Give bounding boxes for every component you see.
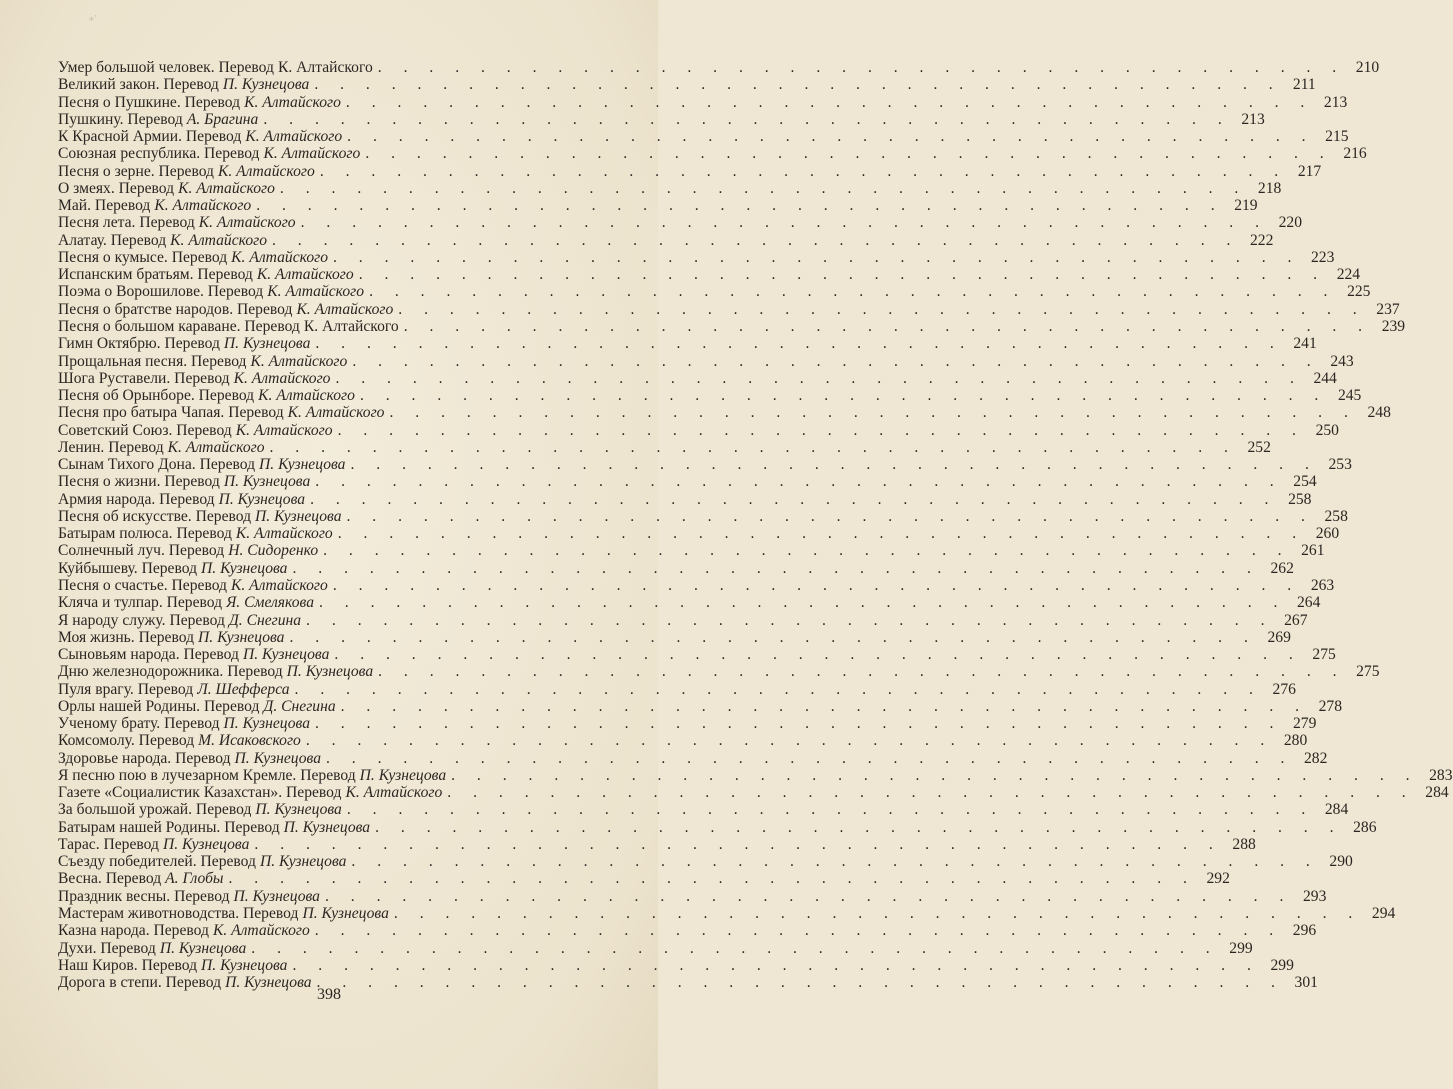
entry-title: Май. Перевод xyxy=(58,197,151,215)
dot-leader: . . . . . . . . . . . . . . . . . . . . . . . . . . . . . . . . . . . . . . xyxy=(358,266,1327,284)
toc-entry xyxy=(58,162,1322,180)
toc-entry xyxy=(58,680,1296,698)
entry-title: Песня о Пушкине. Перевод xyxy=(58,93,241,111)
toc-entry xyxy=(58,214,1302,232)
entry-title: Я народу служу. Перевод xyxy=(58,611,225,629)
dot-leader: . . . . . . . . . . . . . . . . . . . . . . . . . . . . . . . . . . . . . . xyxy=(294,680,1262,698)
entry-page: 248 xyxy=(1367,404,1391,422)
toc-entry xyxy=(58,93,1348,111)
toc-entry xyxy=(58,697,1343,715)
toc-entry xyxy=(58,352,1354,370)
entry-title: О змеях. Перевод xyxy=(58,179,175,197)
entry-title: Дорога в степи. Перевод xyxy=(58,974,222,992)
entry-page: 213 xyxy=(1241,110,1265,128)
dot-leader: . . . . . . . . . . . . . . . . . . . . . . . . . . . . . . . . . . . . . . xyxy=(359,387,1328,405)
entry-title: Тарас. Перевод xyxy=(58,835,159,853)
entry-translator: П. Кузнецова xyxy=(198,628,285,646)
table-of-contents xyxy=(58,59,1453,992)
entry-page: 260 xyxy=(1315,525,1340,543)
entry-translator: П. Кузнецова xyxy=(223,335,311,353)
toc-entry xyxy=(58,145,1367,163)
entry-translator: К. Алтайского xyxy=(198,214,296,232)
dot-leader: . . . . . . . . . . . . . . . . . . . . . . . . . . . . . . . . . . . . . . xyxy=(345,93,1314,111)
dot-leader: . . . . . . . . . . . . . . . . . . . . . . . . . . . . . . . . . . . . . . xyxy=(375,818,1343,836)
dot-leader: . . . . . . . . . . . . . . . . . . . . . . . . . . . . . . . . . . . . . . xyxy=(403,317,1372,335)
entry-translator: П. Кузнецова xyxy=(159,939,247,957)
toc-entry xyxy=(58,853,1353,871)
dot-leader: . . . . . . . . . . . . . . . . . . . . . . . . . . . . . . . . . . . . . . xyxy=(337,421,1305,439)
entry-title: Песня об Орынборе. Перевод xyxy=(58,387,255,405)
entry-translator: К. Алтайского xyxy=(230,576,328,594)
entry-translator: Д. Снегина xyxy=(228,611,302,629)
entry-translator: П. Кузнецова xyxy=(302,905,389,923)
entry-title: Песня о большом караване. Перевод xyxy=(58,317,300,335)
entry-translator: К. Алтайского xyxy=(245,128,343,146)
toc-entry xyxy=(58,559,1294,577)
entry-page: 222 xyxy=(1250,231,1274,249)
page-number: 398 xyxy=(317,986,341,1003)
entry-page: 223 xyxy=(1311,248,1335,266)
entry-translator: К. Алтайского xyxy=(263,145,361,163)
entry-translator: К. Алтайского xyxy=(212,922,310,940)
entry-translator: П. Кузнецова xyxy=(225,974,312,992)
toc-entry xyxy=(58,369,1337,387)
entry-title: Орлы нашей Родины. Перевод xyxy=(58,697,260,715)
toc-entry xyxy=(58,939,1253,957)
entry-translator: А. Брагина xyxy=(186,110,259,128)
entry-page: 237 xyxy=(1376,300,1400,318)
dot-leader: . . . . . . . . . . . . . . . . . . . . . . . . . . . . . . . . . . . . . . xyxy=(269,438,1237,456)
dot-leader: . . . . . . . . . . . . . . . . . . . . . . . . . . . . . . . . . . . . . . xyxy=(305,732,1274,750)
entry-page: 275 xyxy=(1312,646,1336,664)
toc-entry xyxy=(58,335,1317,353)
entry-page: 225 xyxy=(1347,283,1371,301)
entry-translator: К. Алтайского xyxy=(154,197,252,215)
toc-entry xyxy=(58,421,1339,439)
entry-translator: П. Кузнецова xyxy=(234,749,321,767)
dot-leader: . . . . . . . . . . . . . . . . . . . . . . . . . . . . . . . . . . . . . . xyxy=(254,835,1222,853)
entry-title: Испанским братьям. Перевод xyxy=(58,266,253,284)
toc-entry xyxy=(58,732,1308,750)
dot-leader: . . . . . . . . . . . . . . . . . . . . . . . . . . . . . . . . . . . . . . xyxy=(451,766,1419,784)
entry-page: 267 xyxy=(1284,611,1308,629)
entry-page: 241 xyxy=(1293,335,1317,353)
toc-entry xyxy=(58,404,1391,422)
entry-title: Армия народа. Перевод xyxy=(58,490,215,508)
entry-page: 299 xyxy=(1229,939,1253,957)
entry-title: Казна народа. Перевод xyxy=(58,922,209,940)
entry-translator: П. Кузнецова xyxy=(242,646,330,664)
toc-entry xyxy=(58,594,1321,612)
entry-title: Гимн Октябрю. Перевод xyxy=(58,335,220,353)
entry-page: 220 xyxy=(1278,214,1302,232)
dot-leader: . . . . . . . . . . . . . . . . . . . . . . . . . . . . . . . . . . . . . . xyxy=(335,369,1303,387)
entry-translator: К. Алтайского xyxy=(231,248,328,266)
entry-title: Сынам Тихого Дона. Перевод xyxy=(58,456,256,474)
entry-page: 290 xyxy=(1329,853,1353,871)
dot-leader: . . . . . . . . . . . . . . . . . . . . . . . . . . . . . . . . . . . . . . xyxy=(346,507,1314,525)
entry-translator: К. Алтайского xyxy=(244,93,341,111)
toc-entry xyxy=(58,766,1453,784)
entry-page: 282 xyxy=(1304,749,1328,767)
toc-entry xyxy=(58,801,1349,819)
toc-entry xyxy=(58,387,1362,405)
toc-entry xyxy=(58,646,1336,664)
entry-page: 292 xyxy=(1206,870,1230,888)
entry-page: 252 xyxy=(1247,438,1271,456)
dot-leader: . . . . . . . . . . . . . . . . . . . . . . . . . . . . . . . . . . . . . . xyxy=(350,456,1318,474)
dot-leader: . . . . . . . . . . . . . . . . . . . . . . . . . . . . . . . . . . . . . . xyxy=(369,283,1337,301)
entry-title: Я песню пою в лучезарном Кремле. Перевод xyxy=(58,766,356,784)
dot-leader: . . . . . . . . . . . . . . . . . . . . . . . . . . . . . . . . . . . . . . xyxy=(378,663,1346,681)
entry-translator: П. Кузнецова xyxy=(259,853,347,871)
dot-leader: . . . . . . . . . . . . . . . . . . . . . . . . . . . . . . . . . . . . . . xyxy=(256,197,1224,215)
scan-mark: ∗' xyxy=(88,14,97,25)
entry-title: Песня об искусстве. Перевод xyxy=(58,507,252,525)
entry-translator: П. Кузнецова xyxy=(233,887,320,905)
entry-translator: К. Алтайского xyxy=(296,300,394,318)
dot-leader: . . . . . . . . . . . . . . . . . . . . . . . . . . . . . . . . . . . . . . xyxy=(340,697,1309,715)
entry-title: Батырам нашей Родины. Перевод xyxy=(58,818,280,836)
entry-title: Шога Руставели. Перевод xyxy=(58,369,230,387)
entry-page: 258 xyxy=(1324,507,1348,525)
entry-page: 219 xyxy=(1234,197,1258,215)
dot-leader: . . . . . . . . . . . . . . . . . . . . . . . . . . . . . . . . . . . . . . xyxy=(334,646,1302,664)
entry-title: Песня лета. Перевод xyxy=(58,214,195,232)
entry-translator: П. Кузнецова xyxy=(223,715,310,733)
toc-entry xyxy=(58,818,1377,836)
dot-leader: . . . . . . . . . . . . . . . . . . . . . . . . . . . . . . . . . . . . . . xyxy=(332,576,1301,594)
toc-entry xyxy=(58,576,1335,594)
entry-title: Пушкину. Перевод xyxy=(58,110,183,128)
entry-title: Пуля врагу. Перевод xyxy=(58,680,194,698)
entry-page: 239 xyxy=(1381,317,1406,335)
entry-translator: К. Алтайского xyxy=(235,421,333,439)
entry-title: Ученому брату. Перевод xyxy=(58,715,220,733)
entry-translator: П. Кузнецова xyxy=(218,490,306,508)
entry-title: Дню железнодорожника. Перевод xyxy=(58,663,283,681)
entry-translator: М. Исаковского xyxy=(198,732,301,750)
toc-entry xyxy=(58,749,1328,767)
entry-translator: К. Алтайского xyxy=(170,231,267,249)
entry-title: К Красной Армии. Перевод xyxy=(58,128,242,146)
dot-leader: . . . . . . . . . . . . . . . . . . . . . . . . . . . . . . . . . . . . . . xyxy=(447,784,1415,802)
entry-page: 283 xyxy=(1429,766,1453,784)
toc-entry xyxy=(58,110,1265,128)
toc-entry xyxy=(58,784,1449,802)
dot-leader: . . . . . . . . . . . . . . . . . . . . . . . . . . . . . . . . . . . . . . xyxy=(314,922,1283,940)
entry-page: 216 xyxy=(1343,145,1367,163)
entry-title: Кляча и тулпар. Перевод xyxy=(58,594,223,612)
entry-page: 258 xyxy=(1288,490,1312,508)
toc-entry xyxy=(58,179,1282,197)
toc-entry xyxy=(58,490,1312,508)
entry-page: 217 xyxy=(1297,162,1322,180)
entry-page: 275 xyxy=(1356,663,1380,681)
dot-leader: . . . . . . . . . . . . . . . . . . . . . . . . . . . . . . . . . . . . . . xyxy=(272,231,1240,249)
entry-translator: П. Кузнецова xyxy=(201,956,288,974)
dot-leader: . . . . . . . . . . . . . . . . . . . . . . . . . . . . . . . . . . . . . . xyxy=(346,801,1315,819)
entry-page: 286 xyxy=(1353,818,1377,836)
entry-title: Песня о счастье. Перевод xyxy=(58,576,227,594)
dot-leader: . . . . . . . . . . . . . . . . . . . . . . . . . . . . . . . . . . . . . . xyxy=(292,559,1260,577)
dot-leader: . . . . . . . . . . . . . . . . . . . . . . . . . . . . . . . . . . . . . . xyxy=(326,749,1294,767)
entry-translator: К. Алтайского xyxy=(235,525,333,543)
toc-entry xyxy=(58,317,1406,335)
entry-translator: К. Алтайского xyxy=(267,283,365,301)
dot-leader: . . . . . . . . . . . . . . . . . . . . . . . . . . . . . . . . . . . . . . xyxy=(279,179,1248,197)
entry-page: 276 xyxy=(1272,680,1296,698)
dot-leader: . . . . . . . . . . . . . . . . . . . . . . . . . . . . . . . . . . . . . . xyxy=(263,110,1231,128)
entry-translator: К. Алтайского xyxy=(303,317,399,335)
entry-translator: К. Алтайского xyxy=(258,387,355,405)
entry-title: Поэма о Ворошилове. Перевод xyxy=(58,283,264,301)
toc-entry xyxy=(58,231,1274,249)
entry-page: 215 xyxy=(1325,128,1349,146)
toc-entry xyxy=(58,59,1380,76)
entry-title: Здоровье народа. Перевод xyxy=(58,749,231,767)
entry-page: 299 xyxy=(1270,956,1294,974)
entry-page: 218 xyxy=(1257,179,1282,197)
entry-title: Мастерам животноводства. Перевод xyxy=(58,905,299,923)
toc-entry xyxy=(58,542,1325,560)
toc-entry xyxy=(58,300,1400,318)
dot-leader: . . . . . . . . . . . . . . . . . . . . . . . . . . . . . . . . . . . . . . xyxy=(292,956,1260,974)
toc-entry xyxy=(58,283,1371,301)
dot-leader: . . . . . . . . . . . . . . . . . . . . . . . . . . . . . . . . . . . . . . xyxy=(310,490,1278,508)
dot-leader: . . . . . . . . . . . . . . . . . . . . . . . . . . . . . . . . . . . . . . xyxy=(228,870,1196,888)
entry-translator: К. Алтайского xyxy=(277,59,373,76)
dot-leader: . . . . . . . . . . . . . . . . . . . . . . . . . . . . . . . . . . . . . . xyxy=(319,162,1288,180)
entry-translator: К. Алтайского xyxy=(250,352,348,370)
dot-leader: . . . . . . . . . . . . . . . . . . . . . . . . . . . . . . . . . . . . . . xyxy=(306,611,1274,629)
entry-title: Духи. Перевод xyxy=(58,939,156,957)
entry-translator: К. Алтайского xyxy=(287,404,385,422)
entry-title: Ленин. Перевод xyxy=(58,438,164,456)
toc-entry xyxy=(58,611,1308,629)
entry-page: 213 xyxy=(1323,93,1348,111)
entry-translator: Я. Смелякова xyxy=(226,594,314,612)
entry-translator: П. Кузнецова xyxy=(286,663,374,681)
entry-title: Прощальная песня. Перевод xyxy=(58,352,247,370)
dot-leader: . . . . . . . . . . . . . . . . . . . . . . . . . . . . . . . . . . . . . . xyxy=(398,300,1366,318)
dot-leader: . . . . . . . . . . . . . . . . . . . . . . . . . . . . . . . . . . . . . . xyxy=(365,145,1333,163)
dot-leader: . . . . . . . . . . . . . . . . . . . . . . . . . . . . . . . . . . . . . . xyxy=(300,214,1268,232)
entry-page: 293 xyxy=(1302,887,1327,905)
toc-entry xyxy=(58,438,1271,456)
entry-translator: К. Алтайского xyxy=(217,162,315,180)
dot-leader: . . . . . . . . . . . . . . . . . . . . . . . . . . . . . . . . . . . . . . xyxy=(337,525,1306,543)
entry-translator: П. Кузнецова xyxy=(255,801,342,819)
entry-title: Советский Союз. Перевод xyxy=(58,421,232,439)
dot-leader: . . . . . . . . . . . . . . . . . . . . . . . . . . . . . . . . . . . . . . xyxy=(351,853,1319,871)
dot-leader: . . . . . . . . . . . . . . . . . . . . . . . . . . . . . . . . . . . . . . xyxy=(319,594,1287,612)
entry-page: 253 xyxy=(1328,456,1352,474)
toc-entry xyxy=(58,248,1335,266)
entry-title: За большой урожай. Перевод xyxy=(58,801,252,819)
entry-page: 280 xyxy=(1283,732,1308,750)
entry-page: 263 xyxy=(1310,576,1335,594)
entry-title: Съезду победителей. Перевод xyxy=(58,853,256,871)
entry-title: Песня о кумысе. Перевод xyxy=(58,248,228,266)
entry-translator: К. Алтайского xyxy=(233,369,331,387)
dot-leader: . . . . . . . . . . . . . . . . . . . . . . . . . . . . . . . . . . . . . . xyxy=(315,335,1283,353)
entry-translator: П. Кузнецова xyxy=(283,818,371,836)
toc-entry xyxy=(58,525,1340,543)
entry-page: 284 xyxy=(1425,784,1449,802)
entry-title: Праздник весны. Перевод xyxy=(58,887,230,905)
entry-title: Умер большой человек. Перевод xyxy=(58,59,274,76)
entry-title: Песня про батыра Чапая. Перевод xyxy=(58,404,284,422)
toc-entry xyxy=(58,507,1348,525)
toc-entry xyxy=(58,887,1327,905)
toc-entry xyxy=(58,128,1349,146)
entry-title: Весна. Перевод xyxy=(58,870,162,888)
entry-translator: А. Глобы xyxy=(165,870,224,888)
entry-translator: П. Кузнецова xyxy=(162,835,250,853)
entry-page: 294 xyxy=(1371,905,1396,923)
entry-page: 250 xyxy=(1315,421,1339,439)
entry-title: Моя жизнь. Перевод xyxy=(58,628,195,646)
entry-title: Солнечный луч. Перевод xyxy=(58,542,225,560)
dot-leader: . . . . . . . . . . . . . . . . . . . . . . . . . . . . . . . . . . . . . . xyxy=(314,76,1282,94)
toc-entry xyxy=(58,473,1317,491)
entry-translator: Н. Сидоренко xyxy=(228,542,319,560)
entry-translator: П. Кузнецова xyxy=(259,456,346,474)
entry-page: 254 xyxy=(1293,473,1317,491)
entry-title: Наш Киров. Перевод xyxy=(58,956,198,974)
entry-translator: Д. Снегина xyxy=(263,697,336,715)
entry-translator: К. Алтайского xyxy=(256,266,354,284)
toc-entry xyxy=(58,870,1230,888)
entry-translator: Л. Шефферса xyxy=(197,680,290,698)
dot-leader: . . . . . . . . . . . . . . . . . . . . . . . . . . . . . . . . . . . . . . xyxy=(315,473,1283,491)
toc-entry xyxy=(58,197,1258,215)
entry-title: Песня о зерне. Перевод xyxy=(58,162,214,180)
dot-leader: . . . . . . . . . . . . . . . . . . . . . . . . . . . . . . . . . . . . . . xyxy=(333,248,1301,266)
toc-entry xyxy=(58,628,1291,646)
toc-entry xyxy=(58,715,1317,733)
entry-page: 296 xyxy=(1292,922,1317,940)
dot-leader: . . . . . . . . . . . . . . . . . . . . . . . . . . . . . . . . . . . . . . xyxy=(324,887,1293,905)
entry-translator: П. Кузнецова xyxy=(255,507,342,525)
entry-page: 245 xyxy=(1337,387,1362,405)
entry-page: 279 xyxy=(1293,715,1317,733)
entry-page: 243 xyxy=(1330,352,1354,370)
dot-leader: . . . . . . . . . . . . . . . . . . . . . . . . . . . . . . . . . . . . . . xyxy=(289,628,1257,646)
dot-leader: . . . . . . . . . . . . . . . . . . . . . . . . . . . . . . . . . . . . . . xyxy=(389,404,1357,422)
entry-page: 284 xyxy=(1324,801,1349,819)
entry-title: Песня о жизни. Перевод xyxy=(58,473,220,491)
dot-leader: . . . . . . . . . . . . . . . . . . . . . . . . . . . . . . . . . . . . . . xyxy=(315,715,1283,733)
dot-leader: . . . . . . . . . . . . . . . . . . . . . . . . . . . . . . . . . . . . . . xyxy=(323,542,1291,560)
entry-page: 288 xyxy=(1232,835,1256,853)
entry-translator: К. Алтайского xyxy=(167,438,265,456)
toc-entry xyxy=(58,956,1294,974)
entry-translator: К. Алтайского xyxy=(178,179,275,197)
dot-leader: . . . . . . . . . . . . . . . . . . . . . . . . . . . . . . . . . . . . . . xyxy=(251,939,1219,957)
dot-leader: . . . . . . . . . . . . . . . . . . . . . . . . . . . . . . . . . . . . . . xyxy=(377,59,1346,76)
entry-page: 211 xyxy=(1292,76,1316,94)
entry-page: 278 xyxy=(1318,697,1343,715)
toc-entry xyxy=(58,905,1396,923)
entry-page: 269 xyxy=(1267,628,1291,646)
entry-translator: П. Кузнецова xyxy=(359,766,447,784)
entry-title: Великий закон. Перевод xyxy=(58,76,219,94)
dot-leader: . . . . . . . . . . . . . . . . . . . . . . . . . . . . . . . . . . . . . . xyxy=(393,905,1362,923)
entry-title: Газете «Социалистик Казахстан». Перевод xyxy=(58,784,342,802)
toc-entry xyxy=(58,835,1256,853)
toc-entry xyxy=(58,76,1316,94)
entry-translator: П. Кузнецова xyxy=(222,76,310,94)
dot-leader: . . . . . . . . . . . . . . . . . . . . . . . . . . . . . . . . . . . . . . xyxy=(316,974,1284,992)
entry-page: 210 xyxy=(1355,59,1380,76)
entry-title: Союзная республика. Перевод xyxy=(58,145,260,163)
dot-leader: . . . . . . . . . . . . . . . . . . . . . . . . . . . . . . . . . . . . . . xyxy=(347,128,1315,146)
entry-page: 264 xyxy=(1297,594,1321,612)
entry-page: 261 xyxy=(1301,542,1325,560)
entry-title: Сыновьям народа. Перевод xyxy=(58,646,239,664)
entry-title: Батырам полюса. Перевод xyxy=(58,525,232,543)
dot-leader: . . . . . . . . . . . . . . . . . . . . . . . . . . . . . . . . . . . . . . xyxy=(352,352,1320,370)
entry-page: 224 xyxy=(1336,266,1361,284)
toc-entry xyxy=(58,922,1317,940)
entry-translator: К. Алтайского xyxy=(345,784,443,802)
entry-page: 244 xyxy=(1313,369,1337,387)
entry-title: Куйбышеву. Перевод xyxy=(58,559,198,577)
entry-translator: П. Кузнецова xyxy=(223,473,311,491)
entry-page: 301 xyxy=(1294,974,1318,992)
toc-entry xyxy=(58,663,1380,681)
entry-title: Алатау. Перевод xyxy=(58,231,167,249)
toc-entry xyxy=(58,266,1361,284)
entry-title: Песня о братстве народов. Перевод xyxy=(58,300,293,318)
entry-title: Комсомолу. Перевод xyxy=(58,732,195,750)
entry-page: 262 xyxy=(1270,559,1294,577)
toc-entry xyxy=(58,456,1352,474)
entry-translator: П. Кузнецова xyxy=(201,559,288,577)
